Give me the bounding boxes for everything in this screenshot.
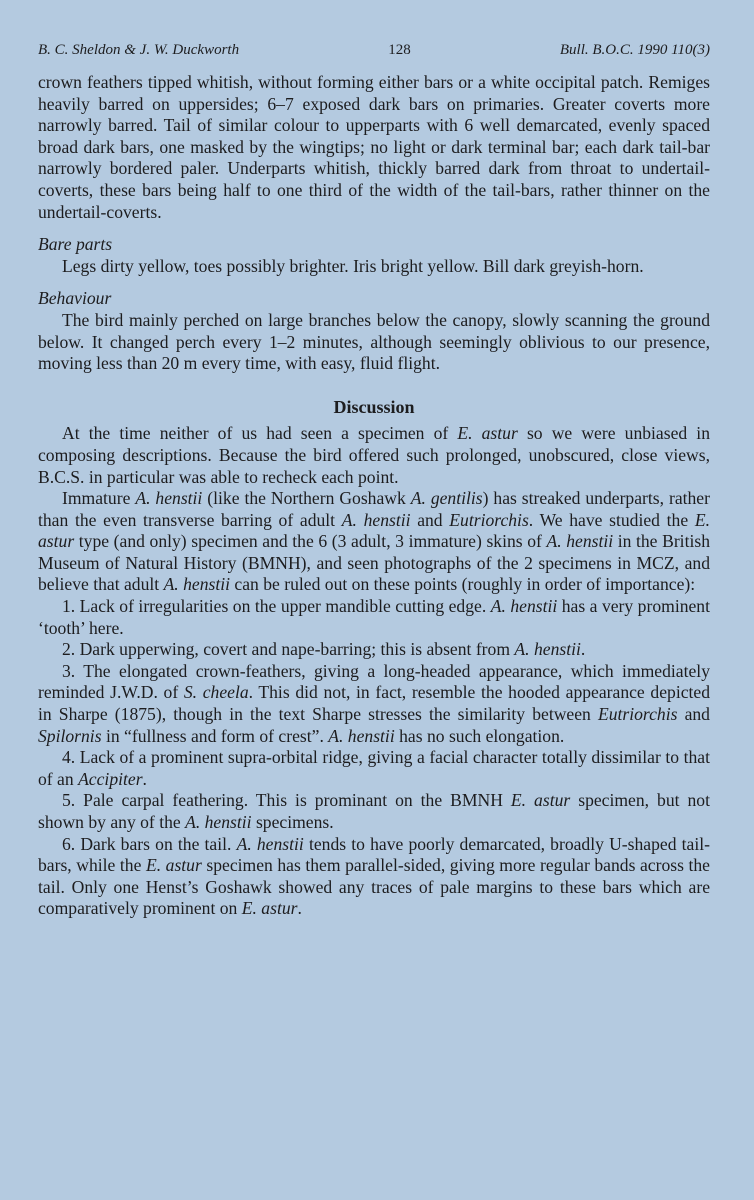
behaviour-title: Behaviour [38, 288, 112, 309]
discussion-paragraph-2: Immature A. henstii (like the Northern Goshawk A. gentilis) has streaked underparts, rather than the even transverse barring of adult A. henstii and Eutriorchis. We have studied the E. astur type (and only) specimen and the 6 (3 adult, 3 immature) skins of A. henstii in the British Museum of Natural History (BMNH), and seen photographs of the 2 specimens in MCZ, and believe that adult A. henstii can be ruled out on these points (roughly in order of importance): [38, 488, 710, 595]
page [38, 40, 710, 920]
point-6: 6. Dark bars on the tail. A. henstii tends to have poorly demarcated, broadly U-shaped tail-bars, while the E. astur specimen has them parallel-sided, giving more regular bands across the tail. Only one Henst’s Goshawk showed any traces of pale margins to these bars which are comparatively prominent on E. astur. [38, 833, 710, 919]
behaviour-text: The bird mainly perched on large branches below the canopy, slowly scanning the ground below. It changed perch every 1–2 minutes, although seemingly oblivious to our presence, moving less than 20 m every time, with easy, fluid flight. [38, 309, 710, 374]
description-paragraph: crown feathers tipped whitish, without forming either bars or a white occipital patch. Remiges heavily barred on uppersides; 6–7 exposed dark bars on primaries. Greater coverts more narrowly barred. Tail of similar colour to upperparts with 6 well demarcated, evenly spaced broad dark bars, one masked by the wingtips; no light or dark terminal bar; each dark tail-bar narrowly bordered paler. Underparts whitish, thickly barred dark from throat to undertail-coverts, these bars being half to one third of the width of the tail-bars, rather thinner on the undertail-coverts. [38, 72, 710, 222]
header-journal: Bull. B.O.C. 1990 110(3) [559, 42, 710, 58]
running-header [38, 40, 710, 60]
header-authors: B. C. Sheldon & J. W. Duckworth [38, 42, 240, 58]
point-4: 4. Lack of a prominent supra-orbital ridge, giving a facial character totally dissimilar to that of an Accipiter. [38, 747, 710, 789]
point-1: 1. Lack of irregularities on the upper mandible cutting edge. A. henstii has a very prominent ‘tooth’ here. [38, 596, 710, 638]
discussion-heading: Discussion [333, 396, 415, 417]
discussion-paragraph-1: At the time neither of us had seen a specimen of E. astur so we were unbiased in composing descriptions. Because the bird offered such prolonged, unobscured, close views, B.C.S. in particular was able to recheck each point. [38, 423, 710, 487]
bare-parts-text: Legs dirty yellow, toes possibly brighter. Iris bright yellow. Bill dark greyish-horn. [62, 255, 644, 276]
point-5: 5. Pale carpal feathering. This is prominant on the BMNH E. astur specimen, but not shown by any of the A. henstii specimens. [38, 790, 710, 832]
point-3: 3. The elongated crown-feathers, giving a long-headed appearance, which immediately reminded J.W.D. of S. cheela. This did not, in fact, resemble the hooded appearance depicted in Sharpe (1875), though in the text Sharpe stresses the similarity between Eutriorchis and Spilornis in “fullness and form of crest”. A. henstii has no such elongation. [38, 660, 711, 746]
point-2: 2. Dark upperwing, covert and nape-barring; this is absent from A. henstii. [62, 639, 586, 660]
bare-parts-title: Bare parts [38, 234, 113, 255]
header-page-number: 128 [388, 42, 411, 58]
